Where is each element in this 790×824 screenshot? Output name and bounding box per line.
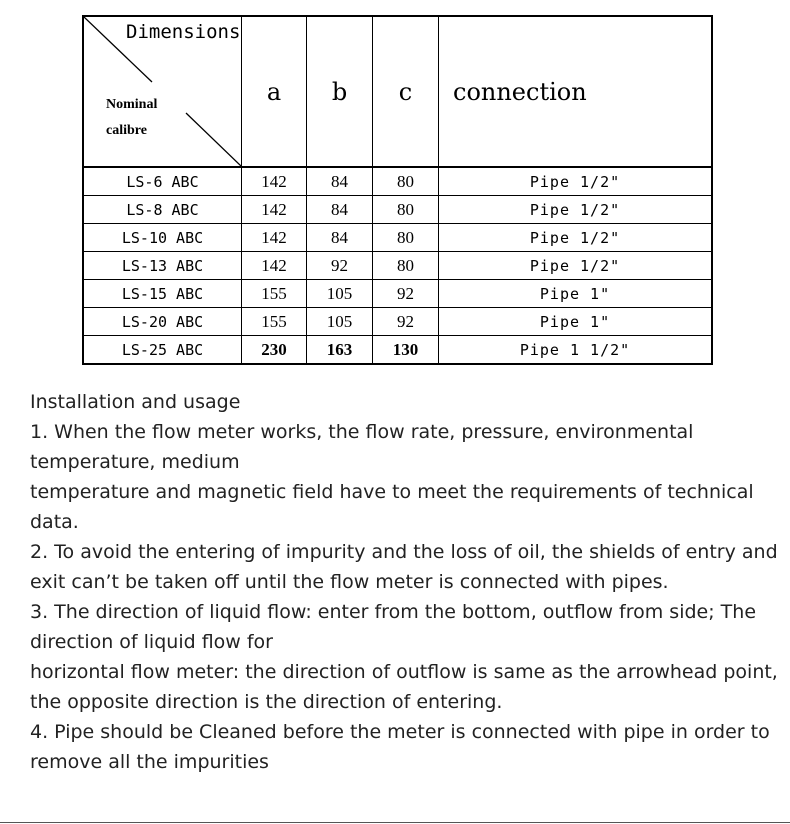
- cell-b: 163: [307, 336, 373, 365]
- dimensions-table: [82, 15, 713, 365]
- corner-diagonal-header: [84, 17, 241, 166]
- cell-b: 84: [307, 224, 373, 252]
- cell-c: 92: [373, 280, 439, 308]
- bottom-divider: [0, 822, 790, 823]
- corner-label-nominal: Nominal: [106, 97, 158, 112]
- cell-connection: Pipe 1/2": [439, 252, 713, 280]
- cell-model: LS-20 ABC: [83, 308, 242, 336]
- cell-model: LS-8 ABC: [83, 196, 242, 224]
- installation-instructions: [30, 387, 780, 777]
- cell-model: LS-13 ABC: [83, 252, 242, 280]
- cell-connection: Pipe 1 1/2": [439, 336, 713, 365]
- cell-model: LS-25 ABC: [83, 336, 242, 365]
- table-row: [83, 252, 712, 280]
- instruction-line: horizontal flow meter: the direction of outflow is same as the arrowhead point, the opposite direction is the direction of entering.: [30, 661, 778, 713]
- table-row: [83, 336, 712, 365]
- instruction-line: temperature and magnetic field have to meet the requirements of technical data.: [30, 481, 754, 533]
- instruction-line: 2. To avoid the entering of impurity and the loss of oil, the shields of entry and exit can’t be taken off until the flow meter is connected with pipes.: [30, 541, 778, 593]
- cell-model: LS-10 ABC: [83, 224, 242, 252]
- cell-a: 142: [242, 167, 307, 196]
- instruction-line: 4. Pipe should be Cleaned before the meter is connected with pipe in order to remove all the impurities: [30, 721, 770, 773]
- corner-label-calibre: calibre: [106, 123, 147, 138]
- cell-c: 92: [373, 308, 439, 336]
- header-c: c: [373, 16, 439, 167]
- header-a: a: [242, 16, 307, 167]
- cell-connection: Pipe 1/2": [439, 196, 713, 224]
- corner-header-cell: [83, 16, 242, 167]
- cell-c: 80: [373, 167, 439, 196]
- cell-c: 80: [373, 196, 439, 224]
- instructions-title: Installation and usage: [30, 391, 241, 413]
- cell-c: 130: [373, 336, 439, 365]
- table-row: [83, 167, 712, 196]
- cell-b: 105: [307, 280, 373, 308]
- cell-model: LS-15 ABC: [83, 280, 242, 308]
- table-row: [83, 280, 712, 308]
- table-row: [83, 308, 712, 336]
- table-header-row: [83, 16, 712, 167]
- cell-connection: Pipe 1/2": [439, 167, 713, 196]
- cell-connection: Pipe 1/2": [439, 224, 713, 252]
- cell-a: 142: [242, 196, 307, 224]
- header-b: b: [307, 16, 373, 167]
- cell-b: 84: [307, 167, 373, 196]
- table-row: [83, 224, 712, 252]
- cell-a: 230: [242, 336, 307, 365]
- cell-b: 84: [307, 196, 373, 224]
- instruction-line: 3. The direction of liquid flow: enter from the bottom, outflow from side; The direction of liquid flow for: [30, 601, 757, 653]
- cell-b: 105: [307, 308, 373, 336]
- cell-a: 142: [242, 252, 307, 280]
- cell-c: 80: [373, 224, 439, 252]
- cell-model: LS-6 ABC: [83, 167, 242, 196]
- cell-a: 155: [242, 280, 307, 308]
- cell-c: 80: [373, 252, 439, 280]
- corner-label-dimensions: Dimensions: [126, 21, 241, 43]
- instruction-line: 1. When the flow meter works, the flow rate, pressure, environmental temperature, medium: [30, 421, 694, 473]
- cell-connection: Pipe 1": [439, 308, 713, 336]
- cell-connection: Pipe 1": [439, 280, 713, 308]
- cell-a: 142: [242, 224, 307, 252]
- cell-a: 155: [242, 308, 307, 336]
- table-row: [83, 196, 712, 224]
- header-connection: connection: [439, 16, 713, 167]
- cell-b: 92: [307, 252, 373, 280]
